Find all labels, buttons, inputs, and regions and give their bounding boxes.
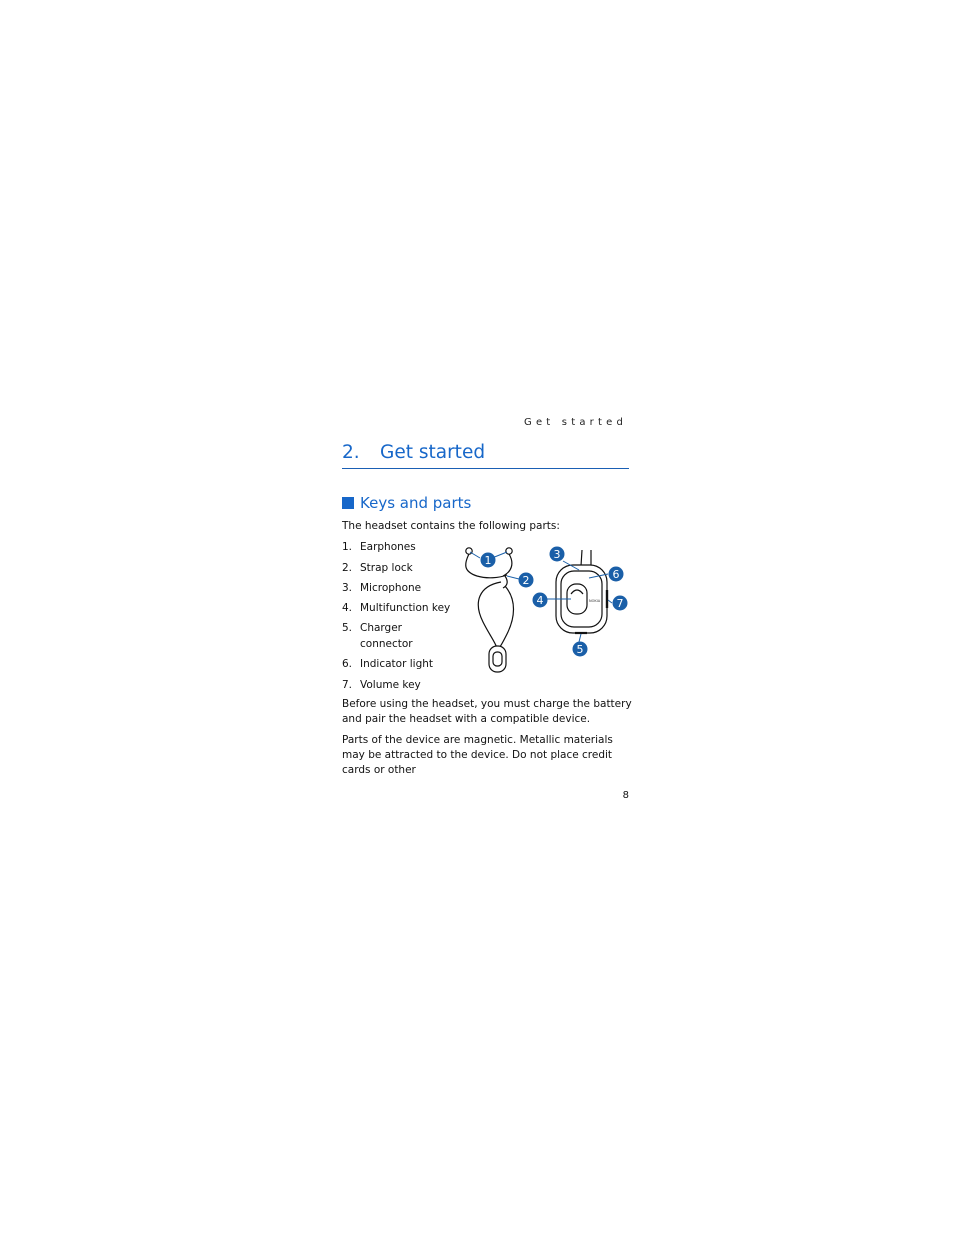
callout-2-label: 2	[522, 574, 530, 587]
chapter-title: Get started	[380, 442, 486, 463]
list-item-label: Indicator light	[360, 658, 434, 670]
list-item-label: Earphones	[360, 541, 416, 553]
nokia-logo: NOKIA	[589, 599, 601, 603]
list-item-label: Multifunction key	[360, 602, 451, 614]
callout-6-label: 6	[612, 568, 620, 581]
callout-1-label: 1	[484, 554, 492, 567]
section-bullet-icon	[342, 497, 354, 509]
paragraph-charging: Before using the headset, you must charge the battery and pair the headset with a compatible device.	[342, 698, 632, 725]
list-item-number: 7.	[342, 679, 353, 691]
paragraph-magnetic: Parts of the device are magnetic. Metallic materials may be attracted to the device. Do not place credit cards or other	[342, 734, 613, 776]
headset-illustration	[455, 538, 635, 680]
callout-3-label: 3	[553, 548, 561, 561]
headset-unit-drawing	[553, 548, 607, 633]
list-item-label: Microphone	[360, 582, 422, 594]
chapter-number: 2.	[342, 442, 360, 463]
section-heading	[342, 494, 471, 512]
section-title: Keys and parts	[360, 494, 472, 512]
list-item-number: 4.	[342, 602, 353, 614]
running-header: Get started	[524, 417, 627, 428]
list-item-number: 6.	[342, 658, 353, 670]
callout-7-label: 7	[616, 597, 624, 610]
list-item-label: Charger connector	[360, 622, 413, 650]
list-item-label: Volume key	[360, 679, 421, 691]
intro-text: The headset contains the following parts:	[342, 520, 560, 532]
list-item-number: 1.	[342, 541, 353, 553]
list-item-label: Strap lock	[360, 562, 413, 574]
list-item-number: 2.	[342, 562, 353, 574]
chapter-heading	[342, 442, 629, 469]
page-number: 8	[622, 790, 629, 801]
list-item-number: 3.	[342, 582, 353, 594]
callout-4-label: 4	[536, 594, 544, 607]
list-item-number: 5.	[342, 622, 353, 634]
callout-5-label: 5	[576, 643, 584, 656]
